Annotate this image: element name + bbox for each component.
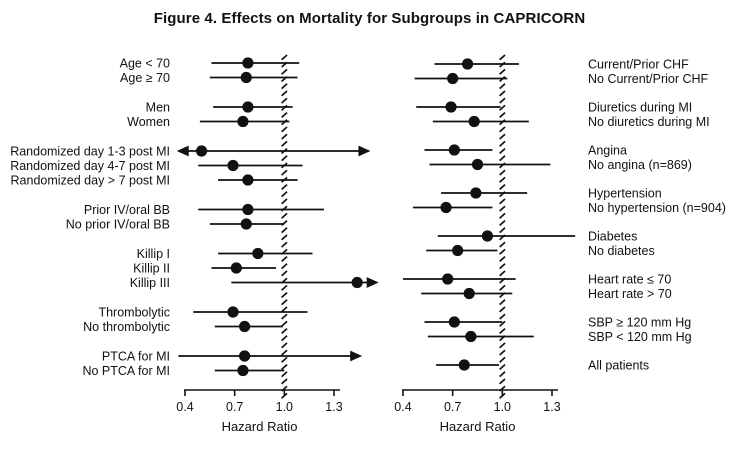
subgroup-label: Diabetes [588, 229, 638, 244]
subgroup-label: Randomized day > 7 post MI [10, 173, 170, 188]
ref-line-hatch [282, 257, 287, 262]
ref-line-hatch [282, 242, 287, 247]
ref-line-hatch [500, 91, 505, 96]
ref-line-hatch [500, 213, 505, 218]
subgroup-label: Prior IV/oral BB [83, 202, 170, 217]
ref-line-hatch [500, 357, 505, 362]
ref-line-hatch [500, 307, 505, 312]
point-estimate-dot [472, 159, 483, 170]
ref-line-hatch [282, 127, 287, 132]
point-estimate-dot [237, 116, 248, 127]
ref-line-hatch [500, 149, 505, 154]
point-estimate-dot [449, 144, 460, 155]
point-estimate-dot [252, 248, 263, 259]
ref-line-hatch [282, 314, 287, 319]
point-estimate-dot [241, 72, 252, 83]
x-axis-title: Hazard Ratio [221, 419, 298, 434]
ref-line-hatch [282, 228, 287, 233]
ref-line-hatch [282, 91, 287, 96]
point-estimate-dot [447, 73, 458, 84]
ref-line-hatch [500, 271, 505, 276]
point-estimate-dot [469, 116, 480, 127]
ref-line-hatch [500, 242, 505, 247]
subgroup-label: No Current/Prior CHF [588, 71, 709, 86]
ref-line-hatch [282, 170, 287, 175]
ref-line-hatch [500, 221, 505, 226]
ref-line-hatch [500, 365, 505, 370]
subgroup-label: Randomized day 1-3 post MI [10, 144, 170, 159]
ref-line-hatch [500, 350, 505, 355]
subgroup-label: No diuretics during MI [588, 114, 710, 129]
subgroup-label: Age ≥ 70 [120, 70, 170, 85]
point-estimate-dot [242, 101, 253, 112]
point-estimate-dot [196, 145, 207, 156]
point-estimate-dot [440, 202, 451, 213]
subgroup-label: No angina (n=869) [588, 157, 692, 172]
ref-line-hatch [500, 372, 505, 377]
ref-line-hatch [282, 141, 287, 146]
subgroup-label: Current/Prior CHF [588, 57, 689, 72]
ref-line-hatch [500, 228, 505, 233]
subgroup-label: All patients [588, 358, 650, 373]
subgroup-label: Thrombolytic [98, 305, 170, 320]
point-estimate-dot [442, 273, 453, 284]
subgroup-label: Killip II [133, 261, 170, 276]
ref-line-hatch [282, 307, 287, 312]
subgroup-label: No thrombolytic [83, 319, 170, 334]
arrow-right-cap [367, 277, 379, 288]
ref-line-hatch [500, 206, 505, 211]
subgroup-label: No diabetes [588, 243, 655, 258]
ref-line-hatch [282, 235, 287, 240]
ref-line-hatch [282, 300, 287, 305]
ref-line-hatch [282, 84, 287, 89]
subgroup-label: Age < 70 [119, 56, 170, 71]
ref-line-hatch [500, 300, 505, 305]
ref-line-hatch [282, 329, 287, 334]
ref-line-hatch [282, 271, 287, 276]
ref-line-hatch [500, 113, 505, 118]
ref-line-hatch [500, 379, 505, 384]
ref-line-hatch [500, 98, 505, 103]
ref-line-hatch [500, 257, 505, 262]
point-estimate-dot [239, 350, 250, 361]
subgroup-label: No prior IV/oral BB [65, 217, 170, 232]
subgroup-label: PTCA for MI [101, 349, 170, 364]
ref-line-hatch [500, 249, 505, 254]
subgroup-label: No hypertension (n=904) [588, 200, 726, 215]
ref-line-hatch [282, 336, 287, 341]
subgroup-label: SBP < 120 mm Hg [588, 329, 692, 344]
x-axis-tick-label: 1.0 [275, 400, 294, 414]
subgroup-label: Killip III [129, 275, 170, 290]
subgroup-label: Heart rate > 70 [588, 286, 672, 301]
x-axis-tick-label: 1.3 [543, 400, 561, 414]
ref-line-hatch [282, 98, 287, 103]
subgroup-label: Killip I [136, 246, 170, 261]
point-estimate-dot [462, 58, 473, 69]
ref-line-hatch [500, 185, 505, 190]
ref-line-hatch [282, 379, 287, 384]
ref-line-hatch [500, 69, 505, 74]
ref-line-hatch [282, 343, 287, 348]
point-estimate-dot [452, 245, 463, 256]
ref-line-hatch [500, 177, 505, 182]
point-estimate-dot [231, 262, 242, 273]
arrow-right-cap [350, 351, 362, 362]
subgroup-label: Randomized day 4-7 post MI [10, 158, 170, 173]
x-axis-tick-label: 0.4 [176, 400, 194, 414]
subgroup-label: Women [127, 114, 170, 129]
point-estimate-dot [227, 306, 238, 317]
point-estimate-dot [241, 218, 252, 229]
point-estimate-dot [227, 160, 238, 171]
ref-line-hatch [500, 329, 505, 334]
point-estimate-dot [242, 204, 253, 215]
arrow-right-cap [358, 146, 370, 157]
point-estimate-dot [482, 230, 493, 241]
ref-line-hatch [282, 192, 287, 197]
ref-line-hatch [500, 170, 505, 175]
subgroup-label: No PTCA for MI [82, 363, 170, 378]
subgroup-label: Hypertension [588, 186, 662, 201]
point-estimate-dot [470, 187, 481, 198]
ref-line-hatch [282, 55, 287, 60]
ref-line-hatch [500, 264, 505, 269]
ref-line-hatch [282, 365, 287, 370]
point-estimate-dot [464, 288, 475, 299]
ref-line-hatch [500, 141, 505, 146]
ref-line-hatch [282, 113, 287, 118]
ref-line-hatch [500, 199, 505, 204]
subgroup-label: Diuretics during MI [588, 100, 693, 115]
ref-line-hatch [282, 285, 287, 290]
x-axis-tick-label: 0.7 [225, 400, 244, 414]
ref-line-hatch [282, 372, 287, 377]
point-estimate-dot [459, 359, 470, 370]
ref-line-hatch [500, 55, 505, 60]
ref-line-hatch [282, 350, 287, 355]
ref-line-hatch [282, 134, 287, 139]
ref-line-hatch [282, 213, 287, 218]
ref-line-hatch [282, 185, 287, 190]
point-estimate-dot [239, 321, 250, 332]
point-estimate-dot [445, 101, 456, 112]
ref-line-hatch [500, 84, 505, 89]
ref-line-hatch [282, 199, 287, 204]
ref-line-hatch [282, 357, 287, 362]
subgroup-label: Men [145, 100, 170, 115]
point-estimate-dot [237, 365, 248, 376]
ref-line-hatch [282, 321, 287, 326]
ref-line-hatch [282, 156, 287, 161]
x-axis-tick-label: 1.0 [493, 400, 512, 414]
subgroup-label: Angina [588, 143, 627, 158]
ref-line-hatch [500, 343, 505, 348]
point-estimate-dot [465, 331, 476, 342]
ref-line-hatch [500, 285, 505, 290]
point-estimate-dot [242, 174, 253, 185]
point-estimate-dot [242, 57, 253, 68]
x-axis-tick-label: 0.4 [394, 400, 412, 414]
ref-line-hatch [282, 264, 287, 269]
point-estimate-dot [449, 316, 460, 327]
ref-line-hatch [282, 293, 287, 298]
figure-title: Figure 4. Effects on Mortality for Subgroups in CAPRICORN [153, 10, 586, 27]
x-axis-tick-label: 1.3 [325, 400, 343, 414]
x-axis-tick-label: 0.7 [443, 400, 462, 414]
ref-line-hatch [500, 127, 505, 132]
subgroup-label: Heart rate ≤ 70 [588, 272, 672, 287]
ref-line-hatch [500, 156, 505, 161]
arrow-left-cap [177, 146, 189, 157]
subgroup-label: SBP ≥ 120 mm Hg [588, 315, 692, 330]
x-axis-title: Hazard Ratio [439, 419, 516, 434]
ref-line-hatch [282, 69, 287, 74]
ref-line-hatch [500, 314, 505, 319]
ref-line-hatch [500, 134, 505, 139]
point-estimate-dot [352, 277, 363, 288]
